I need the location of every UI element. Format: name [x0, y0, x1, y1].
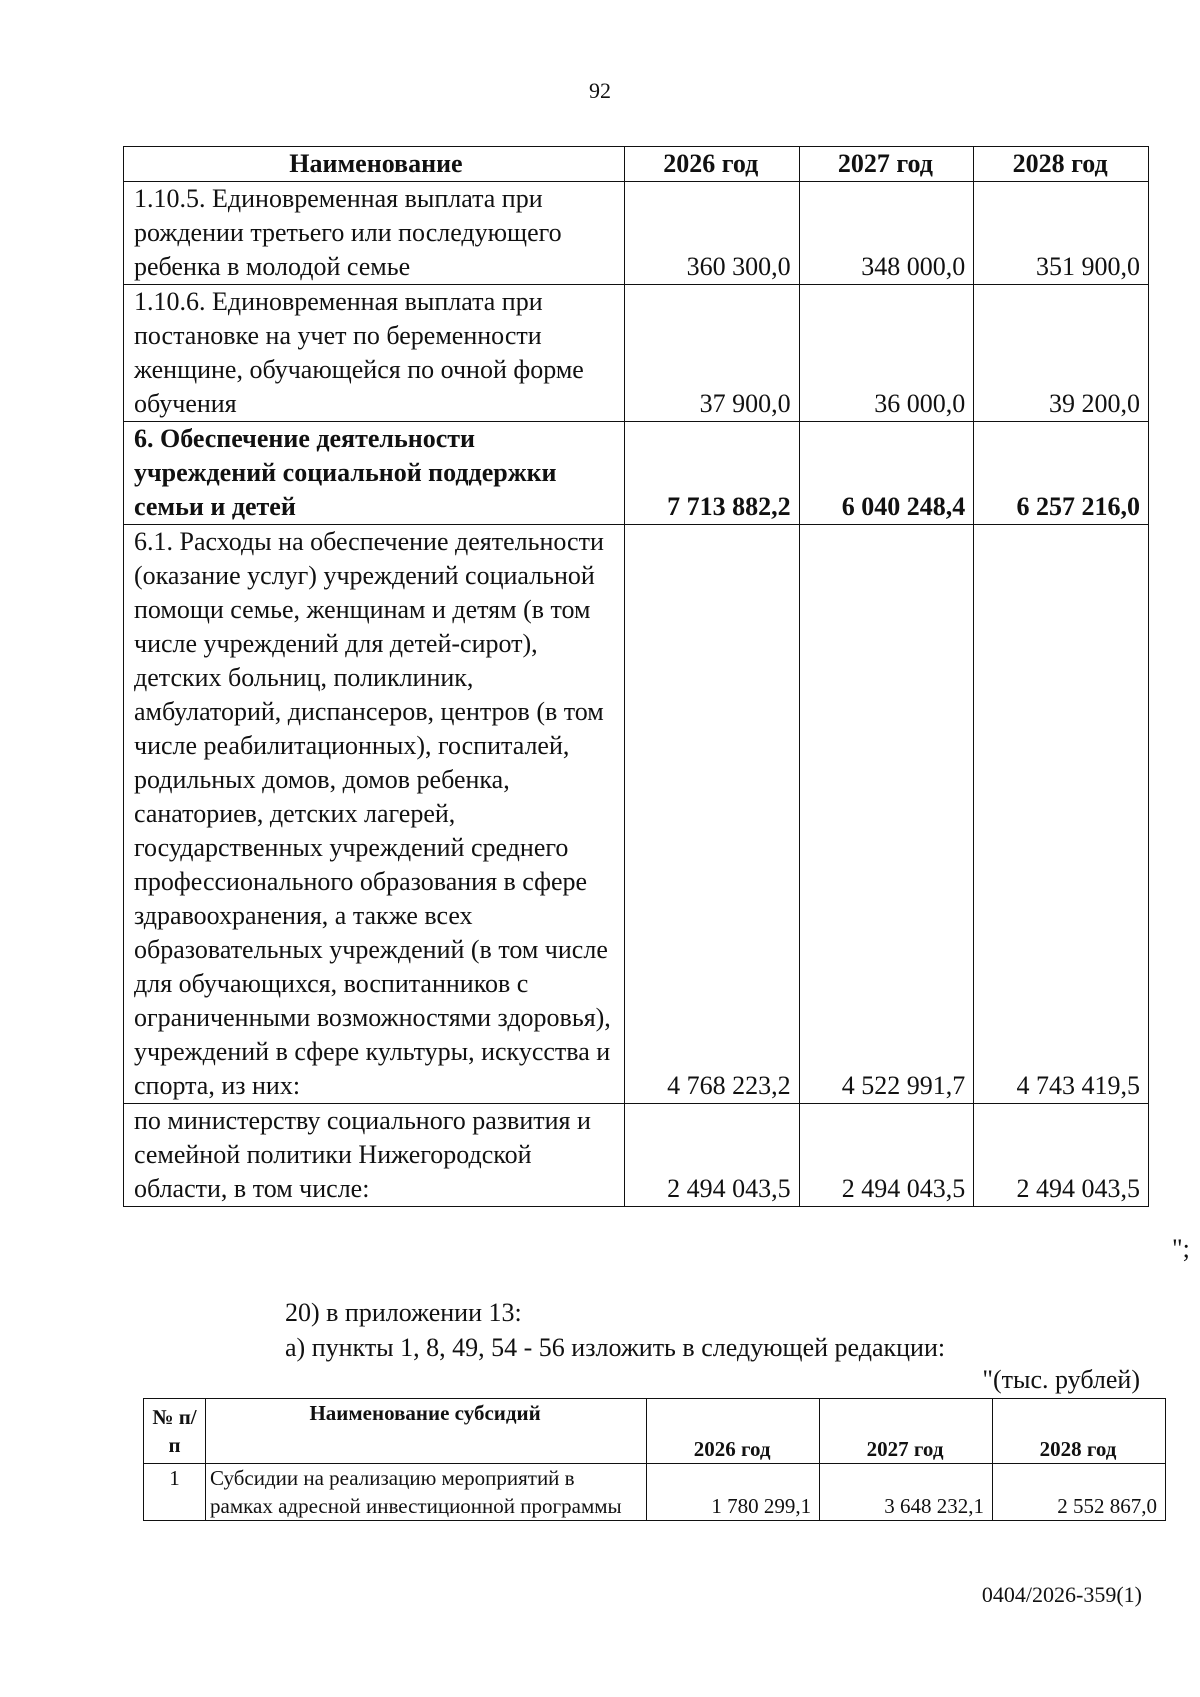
row-value-2026: 1 780 299,1: [647, 1464, 820, 1521]
header-2028: 2028 год: [974, 147, 1149, 182]
row-value-2027: 3 648 232,1: [820, 1464, 993, 1521]
header-name: Наименование субсидий: [206, 1399, 647, 1464]
unit-label: "(тыс. рублей): [982, 1365, 1140, 1394]
row-number: 1: [144, 1464, 206, 1521]
row-value-2026: 37 900,0: [624, 285, 799, 422]
paragraph-subitem: а) пункты 1, 8, 49, 54 - 56 изложить в следующей редакции:: [285, 1333, 946, 1362]
row-value-2027: 2 494 043,5: [799, 1104, 974, 1207]
table-row: [144, 1464, 1166, 1521]
row-value-2028: 6 257 216,0: [974, 422, 1149, 525]
table-row-total: [124, 422, 1149, 525]
subsidies-table: [143, 1398, 1166, 1521]
row-value-2027: 36 000,0: [799, 285, 974, 422]
row-value-2026: 7 713 882,2: [624, 422, 799, 525]
page-number: 92: [589, 78, 611, 103]
table-row: [124, 525, 1149, 1104]
row-name: 6. Обеспечение деятельности учреждений социальной поддержки семьи и детей: [124, 422, 625, 525]
row-name: 1.10.5. Единовременная выплата при рождении третьего или последующего ребенка в молодой семье: [124, 182, 625, 285]
row-value-2026: 360 300,0: [624, 182, 799, 285]
header-2026: 2026 год: [624, 147, 799, 182]
header-2028: 2028 год: [993, 1399, 1166, 1464]
table-row: [124, 1104, 1149, 1207]
row-name: 6.1. Расходы на обеспечение деятельности (оказание услуг) учреждений социальной помощи семье, женщинам и детям (в том числе учреждений для детей-сирот), детских больниц, поликлиник, амбулаторий, диспансеров, центров (в том числе реабилитационных), госпиталей, родильных домов, домов ребенка, санаториев, детских лагерей, государственных учреждений среднего профессионального образования в сфере здравоохранения, а также всех образовательных учреждений (в том числе для обучающихся, воспитанников с ограниченными возможностями здоровья), учреждений в сфере культуры, искусства и спорта, из них:: [124, 525, 625, 1104]
row-name: по министерству социального развития и семейной политики Нижегородской области, в том числе:: [124, 1104, 625, 1207]
table-header-row: [144, 1399, 1166, 1464]
budget-table: [123, 146, 1149, 1207]
table-header-row: [124, 147, 1149, 182]
row-name: 1.10.6. Единовременная выплата при постановке на учет по беременности женщине, обучающейся по очной форме обучения: [124, 285, 625, 422]
row-value-2026: 4 768 223,2: [624, 525, 799, 1104]
header-2027: 2027 год: [820, 1399, 993, 1464]
row-value-2028: 2 552 867,0: [993, 1464, 1166, 1521]
row-value-2028: 4 743 419,5: [974, 525, 1149, 1104]
row-value-2027: 348 000,0: [799, 182, 974, 285]
row-value-2027: 6 040 248,4: [799, 422, 974, 525]
table-row: [124, 285, 1149, 422]
row-value-2028: 39 200,0: [974, 285, 1149, 422]
table-row: [124, 182, 1149, 285]
document-code: 0404/2026-359(1): [981, 1582, 1142, 1607]
row-value-2028: 2 494 043,5: [974, 1104, 1149, 1207]
header-number: № п/п: [144, 1399, 206, 1464]
header-2026: 2026 год: [647, 1399, 820, 1464]
row-value-2027: 4 522 991,7: [799, 525, 974, 1104]
paragraph-item: 20) в приложении 13:: [285, 1298, 522, 1327]
closing-quote: ";: [1172, 1234, 1190, 1263]
header-name: Наименование: [124, 147, 625, 182]
row-value-2028: 351 900,0: [974, 182, 1149, 285]
row-name: Субсидии на реализацию мероприятий в рамках адресной инвестиционной программы: [206, 1464, 647, 1521]
row-value-2026: 2 494 043,5: [624, 1104, 799, 1207]
header-2027: 2027 год: [799, 147, 974, 182]
